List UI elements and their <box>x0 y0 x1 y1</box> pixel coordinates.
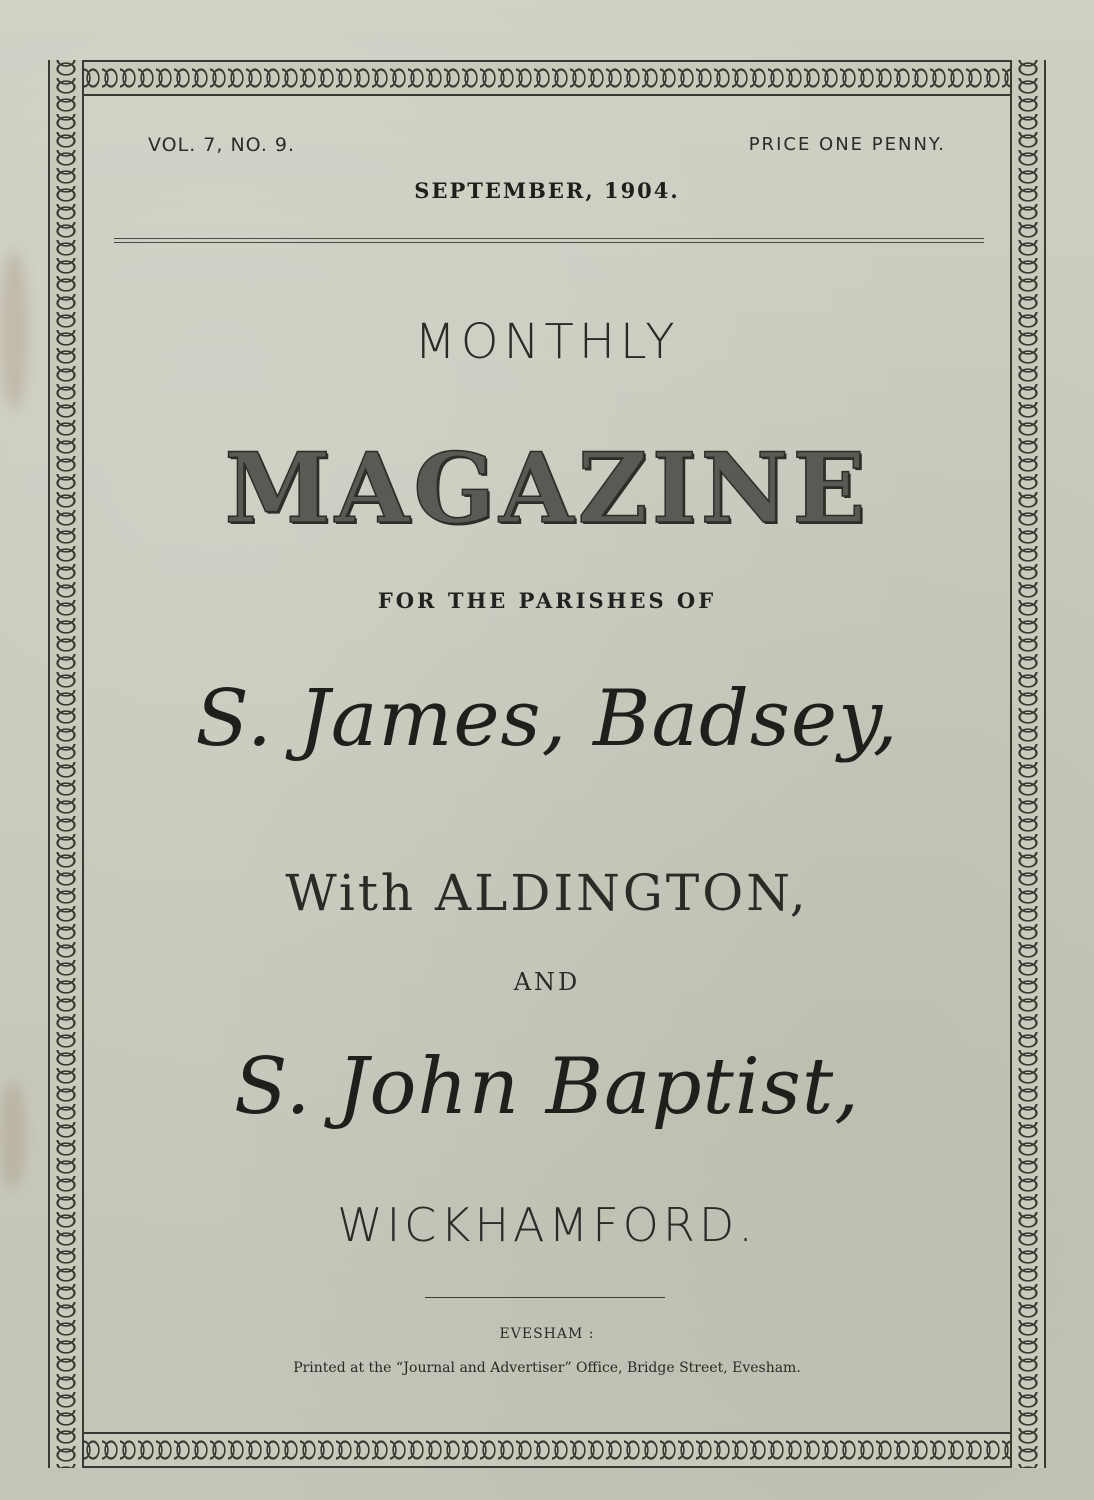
double-rule-divider <box>114 238 984 243</box>
cover-content <box>80 92 1014 1436</box>
border-right <box>1010 60 1046 1468</box>
parish-badsey: S. James, Badsey, <box>195 674 899 764</box>
imprint-place: EVESHAM : <box>499 1326 595 1342</box>
parish-wickhamford: WICKHAMFORD. <box>337 1198 757 1252</box>
conjunction-and: AND <box>513 968 581 996</box>
short-divider <box>425 1297 665 1298</box>
issue-date: SEPTEMBER, 1904. <box>414 178 680 203</box>
border-left <box>48 60 84 1468</box>
border-bottom <box>48 1432 1046 1468</box>
volume-number: VOL. 7, NO. 9. <box>148 134 296 156</box>
title-monthly: MONTHLY <box>414 314 680 370</box>
imprint-printer: Printed at the “Journal and Advertiser” Office, Bridge Street, Evesham. <box>293 1360 801 1376</box>
parish-john-baptist: S. John Baptist, <box>234 1042 860 1132</box>
paper-stain <box>0 1080 26 1190</box>
title-magazine: MAGAZINE <box>224 432 870 545</box>
subtitle: FOR THE PARISHES OF <box>377 588 717 613</box>
paper-stain <box>0 250 28 410</box>
price-label: PRICE ONE PENNY. <box>748 134 946 155</box>
border-top <box>48 60 1046 96</box>
parish-aldington: With ALDINGTON, <box>285 864 809 922</box>
